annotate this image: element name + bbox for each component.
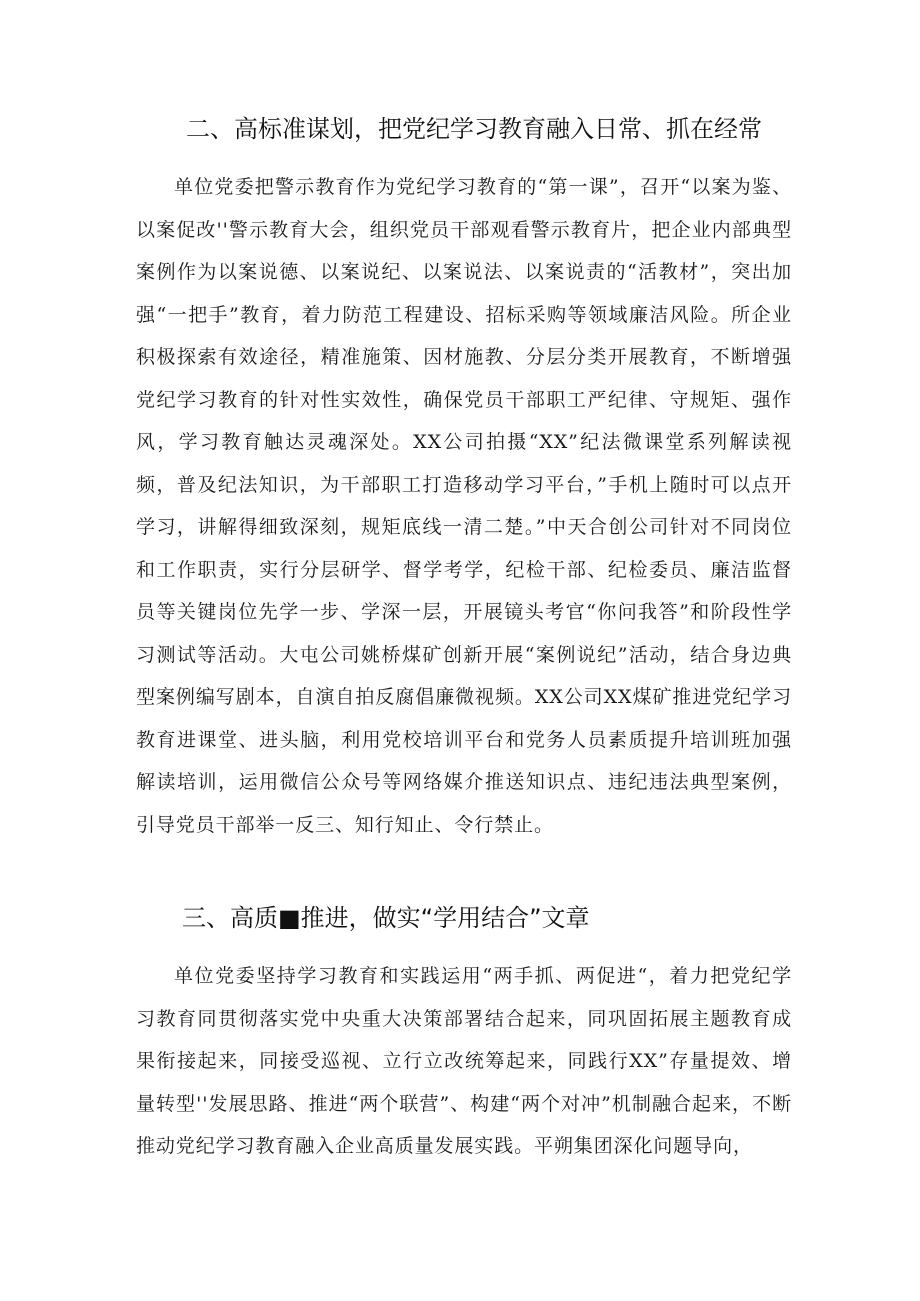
section-paragraph-2: 单位党委把警示教育作为党纪学习教育的“第一课”，召开“以案为鉴、以案促改''警示教育大会，组织党员干部观看警示教育片，把企业内部典型案例作为以案说德、以案说纪、以案说法、以案说责的“活教材”，突出加强“一把手”教育，着力防范工程建设、招标采购等领域廉洁风险。所企业积极探索有效途径，精准施策、因材施教、分层分类开展教育，不断增强党纪学习教育的针对性实效性，确保党员干部职工严纪律、守规矩、强作风，学习教育触达灵魂深处。XX公司拍摄“XX”纪法微课堂系列解读视频，普及纪法知识，为干部职工打造移动学习平台，”手机上随时可以点开学习，讲解得细致深刻，规矩底线一清二楚。”中天合创公司针对不同岗位和工作职责，实行分层研学、督学考学，纪检干部、纪检委员、廉洁监督员等关键岗位先学一步、学深一层，开展镜头考官“你问我答”和阶段性学习测试等活动。大屯公司姚桥煤矿创新开展“案例说纪”活动，结合身边典型案例编写剧本，自演自拍反腐倡廉微视频。XX公司XX煤矿推进党纪学习教育进课堂、进头脑，利用党校培训平台和党务人员素质提升培训班加强解读培训，运用微信公众号等网络媒介推送知识点、违纪违法典型案例，引导党员干部举一反三、知行知止、令行禁止。: [136, 176, 792, 836]
section-heading-2: 二、高标准谋划，把党纪学习教育融入日常、抓在经常: [186, 115, 762, 143]
section-heading-3: 三、高质■推进，做实“学用结合”文章: [182, 904, 590, 932]
section-paragraph-3: 单位党委坚持学习教育和实践运用“两手抓、两促进“，着力把党纪学习教育同贯彻落实党中央重大决策部署结合起来，同巩固拓展主题教育成果衔接起来，同接受巡视、立行立改统筹起来，同践行XX”存量提效、增量转型''发展思路、推进“两个联营”、构建“两个对冲”机制融合起来，不断推动党纪学习教育融入企业高质量发展实践。平朔集团深化问题导向，: [136, 965, 792, 1157]
